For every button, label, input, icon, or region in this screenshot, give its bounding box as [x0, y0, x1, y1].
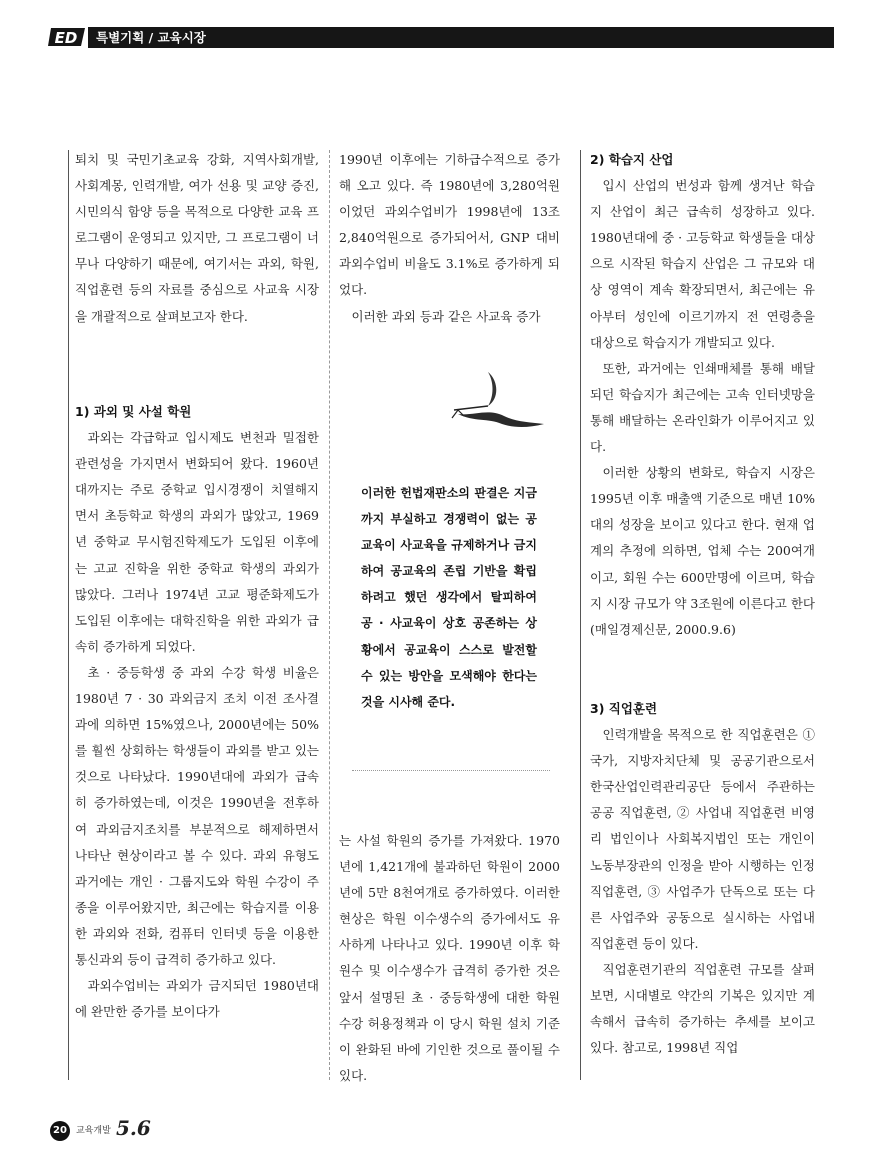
magazine-logo-icon — [48, 27, 86, 47]
quill-pen-illustration-icon — [444, 364, 554, 444]
column-rule-middle-right — [580, 150, 581, 1080]
column-rule-middle-left — [329, 150, 330, 1080]
column-rule-left — [68, 150, 69, 1080]
column-3-top — [590, 147, 815, 643]
heading-study-materials: 2) 학습지 산업 — [590, 152, 674, 167]
section-title: 특별기획 / 교육시장 — [96, 30, 206, 45]
paragraph-market-size: 이러한 상황의 변화로, 학습지 시장은 1995년 이후 매출액 기준으로 매년 10%대의 성장을 보이고 있다고 한다. 현재 업계의 추정에 의하면, 업체 수는 200여개이고, 회원 수는 600만명에 이르며, 학습지 시장 규모가 약 3조원에 이른다고 한다(매일경제신문, 2000.9.6) — [590, 465, 815, 637]
magazine-name: 교육개발 — [76, 1126, 111, 1136]
issue-number: 5.6 — [116, 1116, 151, 1140]
pull-quote: 이러한 헌법재판소의 판결은 지금까지 부실하고 경쟁력이 없는 공교육이 사교육을 규제하거나 금지하여 공교육의 존립 기반을 확립하려고 했던 생각에서 탈피하여 공 · 사교육이 상호 공존하는 상황에서 공교육이 스스로 발전할 수 있는 방안을 모색해야 한다는 것을 시사해 준다. — [361, 486, 537, 709]
heading-tutoring-academies: 1) 과외 및 사설 학원 — [75, 404, 192, 419]
column-1-body — [75, 399, 319, 1025]
column-3-bottom — [590, 696, 815, 1061]
paragraph-academy-growth: 는 사설 학원의 증가를 가져왔다. 1970년에 1,421개에 불과하던 학원이 2000년에 5만 8천여개로 증가하였다. 이러한 현상은 학원 이수생수의 증가에서도 유사하게 나타나고 있다. 1990년 이후 학원수 및 이수생수가 급격히 증가한 것은 앞서 설명된 초 · 중등학생에 대한 학원 수강 허용정책과 이 당시 학원 설치 기준이 완화된 바에 기인한 것으로 풀이될 수 있다. — [339, 833, 560, 1083]
paragraph-tutoring-history: 과외는 각급학교 입시제도 변천과 밀접한 관련성을 가지면서 변화되어 왔다. 1960년대까지는 주로 중학교 입시경쟁이 치열해지면서 초등학교 학생의 과외가 많았고, 1969년 중학교 무시험진학제도가 도입된 이후에는 고교 진학을 위한 중학교 학생의 과외가 많았다. 그러나 1974년 고교 평준화제도가 도입된 이후에는 대학진학을 위한 과외가 급속히 증가하게 되었다. — [75, 430, 319, 654]
paragraph-training-scale: 직업훈련기관의 직업훈련 규모를 살펴보면, 시대별로 약간의 기복은 있지만 계속해서 급속히 증가하는 추세를 보이고 있다. 참고로, 1998년 직업 — [590, 961, 815, 1056]
column-2-top — [339, 147, 560, 330]
paragraph-tutoring-ratio: 초 · 중등학생 중 과외 수강 학생 비율은 1980년 7 · 30 과외금지 조치 이전 조사결과에 의하면 15%였으나, 2000년에는 50%를 훨씬 상회하는 학생들이 과외를 받고 있는 것으로 나타났다. 1990년대에 과외가 급속히 증가하였는데, 이것은 1990년을 전후하여 과외금지조치를 부분적으로 해제하면서 나타난 현상이라고 볼 수 있다. 과외 유형도 과거에는 개인 · 그룹지도와 학원 수강이 주종을 이루어왔지만, 최근에는 학습지를 이용한 과외와 전화, 컴퓨터 인터넷 등을 이용한 통신과외 등이 급격히 증가하고 있다. — [75, 664, 319, 967]
column-1-top — [75, 147, 319, 330]
paragraph-online-delivery: 또한, 과거에는 인쇄매체를 통해 배달되던 학습지가 최근에는 고속 인터넷망을 통해 배달하는 온라인화가 이루어지고 있다. — [590, 360, 815, 455]
paragraph-private-increase: 이러한 과외 등과 같은 사교육 증가 — [351, 308, 541, 324]
quote-divider — [352, 770, 550, 771]
intro-paragraph: 퇴치 및 국민기초교육 강화, 지역사회개발, 사회계몽, 인력개발, 여가 선용 및 교양 증진, 시민의식 함양 등을 목적으로 다양한 교육 프로그램이 운영되고 있지만, 그 프로그램이 너무나 다양하기 때문에, 여기서는 과외, 학원, 직업훈련 등의 자료를 중심으로 사교육 시장을 개괄적으로 살펴보고자 한다. — [75, 152, 319, 324]
page-number: 20 — [50, 1121, 70, 1141]
column-2-bottom — [339, 828, 560, 1089]
logo-text: ED — [54, 29, 78, 47]
heading-vocational-training: 3) 직업훈련 — [590, 701, 658, 716]
paragraph-tutoring-cost: 과외수업비는 과외가 금지되던 1980년대에 완만한 증가를 보이다가 — [75, 978, 319, 1020]
paragraph-training-types: 인력개발을 목적으로 한 직업훈련은 ① 국가, 지방자치단체 및 공공기관으로서 한국산업인력관리공단 등에서 주관하는 공공 직업훈련, ② 사업내 직업훈련 비영리 법인이나 사회복지법인 또는 개인이 노동부장관의 인정을 받아 시행하는 인정직업훈련, ③ 사업주가 단독으로 또는 다른 사업주와 공동으로 실시하는 사업내 직업훈련 등이 있다. — [590, 727, 815, 951]
paragraph-study-materials-growth: 입시 산업의 번성과 함께 생겨난 학습지 산업이 최근 급속히 성장하고 있다. 1980년대에 중 · 고등학교 학생들을 대상으로 시작된 학습지 산업은 그 규모와 대상 영역이 계속 확장되면서, 최근에는 유아부터 성인에 이르기까지 전 연령층을 대상으로 학습지가 개발되고 있다. — [590, 178, 815, 350]
paragraph-cost-growth: 1990년 이후에는 기하급수적으로 증가해 오고 있다. 즉 1980년에 3,280억원이었던 과외수업비가 1998년에 13조 2,840억원으로 증가되어서, GNP 대비 과외수업비 비율도 3.1%로 증가하게 되었다. — [339, 152, 560, 298]
